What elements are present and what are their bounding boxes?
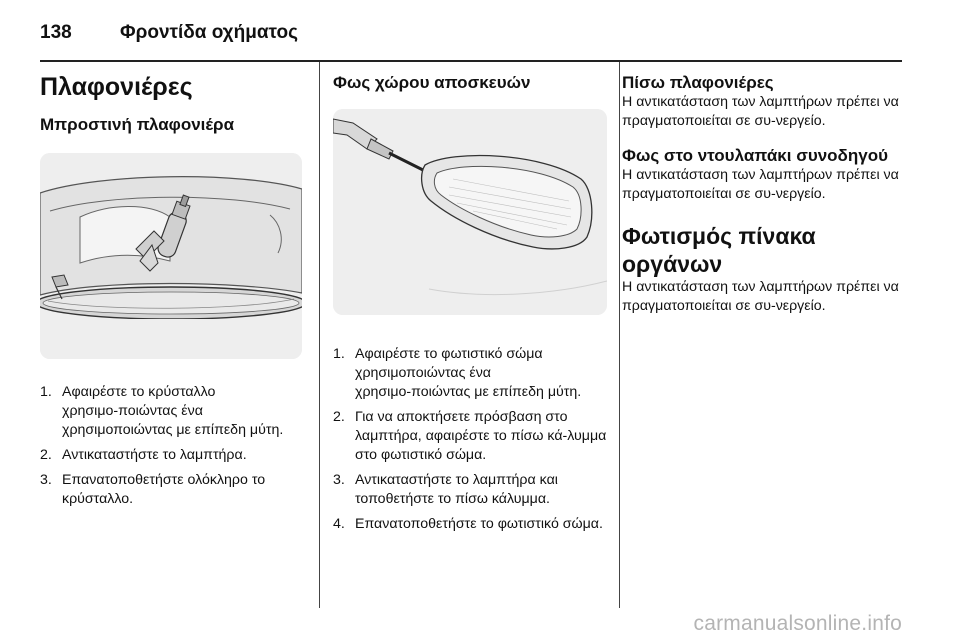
left-column [40,72,302,515]
page-number: 138 [40,22,72,43]
list-item: 3. Αντικαταστήστε το λαμπτήρα και τοποθετήστε το πίσω κάλυμμα. [333,472,558,507]
header-rule [40,60,902,62]
watermark: carmanualsonline.info [693,612,902,635]
instrument-lighting-heading: Φωτισμός πίνακα οργάνων [622,223,816,277]
luggage-lamp-illustration [333,109,607,315]
middle-column [333,72,607,540]
front-lamp-heading: Μπροστινή πλαφονιέρα [40,115,235,134]
chapter-title: Φροντίδα οχήματος [120,22,298,43]
rear-lamps-text: Η αντικατάσταση των λαμπτήρων πρέπει να πραγματοποιείται σε συ‑νεργείο. [622,94,899,129]
column-divider-2 [619,62,620,608]
list-item: 2. Για να αποκτήσετε πρόσβαση στο λαμπτήρα, αφαιρέστε το πίσω κά‑λυμμα στο φωτιστικό σώμα. [333,409,607,463]
luggage-lamp-heading: Φως χώρου αποσκευών [333,73,531,92]
section-title: Πλαφονιέρες [40,73,193,101]
list-item: 3. Επανατοποθετήστε ολόκληρο το κρύσταλλο. [40,472,266,507]
right-column [622,72,904,316]
front-lamp-illustration [40,153,302,359]
column-divider-1 [319,62,320,608]
glovebox-lamp-text: Η αντικατάσταση των λαμπτήρων πρέπει να πραγματοποιείται σε συ‑νεργείο. [622,167,899,202]
luggage-lamp-steps [333,345,607,534]
front-lamp-steps [40,383,302,509]
rear-lamps-heading: Πίσω πλαφονιέρες [622,73,774,92]
list-item: 2. Αντικαταστήστε το λαμπτήρα. [40,447,247,463]
glovebox-lamp-heading: Φως στο ντουλαπάκι συνοδηγού [622,146,888,165]
page-header [40,18,298,48]
list-item: 1. Αφαιρέστε το φωτιστικό σώμα χρησιμοποιώντας ένα χρησιμο‑ποιώντας με επίπεδη μύτη. [333,346,582,400]
list-item: 4. Επανατοποθετήστε το φωτιστικό σώμα. [333,516,603,532]
list-item: 1. Αφαιρέστε το κρύσταλλο χρησιμο‑ποιώντας ένα χρησιμοποιώντας με επίπεδη μύτη. [40,384,284,438]
instrument-lighting-text: Η αντικατάσταση των λαμπτήρων πρέπει να πραγματοποιείται σε συ‑νεργείο. [622,279,899,314]
